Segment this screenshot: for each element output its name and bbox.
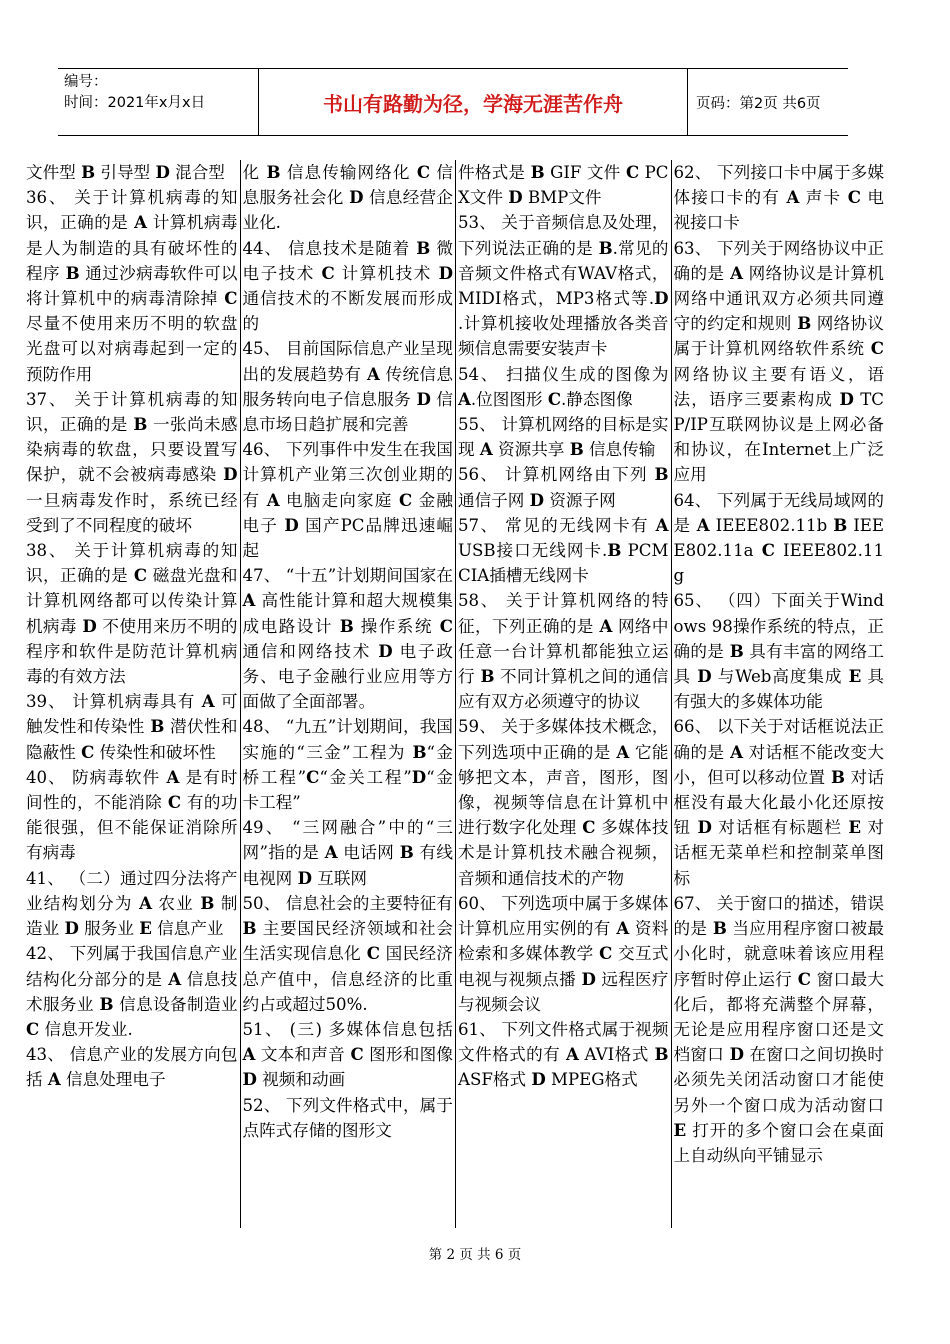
answer-letter: C [81,741,95,762]
question-text: 信息技术服务业 [26,969,238,1014]
answer-letter: D [242,1069,257,1090]
question-text: IEEE802.11g [673,541,885,586]
question-text: 54、 扫描仪生成的图像为 [458,364,669,384]
answer-letter: B [712,918,727,939]
question-text: 信息经营企业化. [242,188,453,233]
question-text: 主要国民经济领域和社会生活实现信息化 [242,919,453,964]
answer-letter: B [569,439,584,460]
answer-letter: A [242,1044,256,1065]
answer-letter: B [65,262,80,283]
answer-letter: A [730,262,743,283]
question-text: 通信技术的不断发展而形成的 [242,289,453,334]
question-item [26,185,238,387]
question-text: 声卡 [799,188,848,208]
question-text: 当应用程序窗口被最小化时，就意味着该应用程序暂时停止运行 [673,919,884,989]
answer-letter: A [655,514,669,535]
question-text: 一旦病毒发作时，系统已经受到了不同程度的破坏 [26,490,238,535]
question-item [458,412,669,462]
answer-letter: A [786,187,800,208]
question-item [243,236,454,337]
question-text: .计算机接收处理播放各类音频信息需要安装声卡 [458,314,669,359]
answer-letter: C [416,162,431,182]
answer-letter: A [616,918,630,939]
column-4 [671,160,887,1228]
question-text: 打开的多个窗口会在桌面上自动纵向平铺显示 [673,1120,884,1165]
question-text: 电子政务、电子金融行业应用等方面做了全面部署。 [242,641,453,712]
question-text: 多媒体技术是计算机技术融合视频，音频和通信技术的产物 [458,818,669,888]
question-text: 文本和声音 [255,1045,351,1065]
question-item [674,714,885,890]
header-page-info: 页码：第2页 共6页 [696,95,821,112]
question-item [243,160,454,236]
question-text: 它能够把文本，声音，图形，图像，视频等信息在计算机中进行数字化处理 [458,742,669,838]
answer-letter: C [797,968,811,989]
question-item [26,160,238,185]
answer-letter: A [47,1069,61,1090]
question-text: IEEE802.11b [709,515,834,535]
question-text: 国产PC品牌迅速崛起 [242,515,454,561]
question-text: 制造业 [26,893,238,939]
question-text: 42、 下列属于我国信息产业结构化分部分的是 [26,944,238,989]
question-text: .常见的音频文件格式有WAV格式，MIDI格式，MP3格式等. [458,238,669,309]
question-text: 潜伏性和隐蔽性 [26,717,238,762]
question-text: 文件型 [26,163,82,182]
answer-letter: D [654,288,669,309]
question-text: “金桥工程” [242,742,453,787]
column-3 [455,160,671,1228]
question-text: 网络中任意一台计算机都能独立运行 [458,616,669,687]
question-text: 网络协议属于计算机网络软件系统 [673,314,884,359]
answer-letter: A [458,388,471,409]
answer-letter: B [242,918,257,939]
question-text: 53、 关于音频信息及处理，下列说法正确的是 [458,213,669,258]
question-text: 国民经济总产值中，信息经济的比重约占或超过50%. [242,944,453,1014]
question-text: 通信和网络技术 [242,641,379,661]
answer-letter: B [833,514,848,535]
answer-letter: B [133,414,148,435]
answer-letter: D [416,388,431,409]
header-meta [58,69,258,135]
question-text: 57、 常见的无线网卡有 [458,515,656,535]
answer-letter: A [166,766,180,787]
question-text: 不使用来历不明的程序和软件是防范计算机病毒的有效方法 [26,616,238,687]
question-item [674,236,885,488]
question-text: 66、 以下关于对话框说法正确的是 [673,717,884,762]
answer-letter: A [599,615,613,636]
question-text: IEEE802.11a [673,515,884,561]
question-text: 62、 下列接口卡中属于多媒体接口卡的有 [673,163,884,208]
question-item [26,538,238,689]
answer-letter: C [366,943,380,964]
answer-letter: D [508,187,523,208]
question-text: 63、 下列关于网络协议中正确的是 [673,238,884,283]
question-text: 信息市场日趋扩展和完善 [242,389,453,435]
question-text: 49、 “三网融合”中的“三网”指的是 [242,818,453,863]
answer-letter: B [729,640,744,661]
question-item [243,1093,454,1143]
answer-letter: C [625,162,640,182]
question-item [458,513,669,589]
question-item [243,563,454,714]
question-text: 资料检索和多媒体教学 [458,919,669,964]
question-text: .位图图形 [470,389,548,409]
answer-letter: B [399,842,414,863]
question-text: 信息开发业. [39,1019,133,1039]
answer-letter: A [479,439,493,460]
question-text: TCP/IP互联网协议是上网必备和协议，在Internet上广泛应用 [673,389,884,485]
answer-letter: D [155,162,170,182]
answer-letter: C [870,338,884,359]
question-text: 对话框没有最大化最小化还原按钮 [673,767,884,838]
answer-letter: B [830,766,845,787]
question-item [26,689,238,765]
answer-letter: C [761,540,775,561]
question-text: ASF格式 [458,1070,532,1090]
question-text: 传染性和破坏性 [94,742,216,762]
question-text: 51、 (三) 多媒体信息包括 [242,1019,453,1039]
answer-letter: E [848,817,862,838]
question-text: 信息服务社会化 [242,163,453,208]
answer-letter: D [839,388,854,409]
question-item [674,160,885,236]
answer-letter: A [242,590,256,611]
header-number-label: 编号： [64,74,108,90]
question-item [458,1017,669,1093]
question-text: 信息传输 [583,440,656,460]
question-text: 60、 下列选项中属于多媒体计算机应用实例的有 [458,893,669,939]
answer-letter: D [697,817,712,838]
question-text: 38、 关于计算机病毒的知识，正确的是 [26,541,238,586]
question-item [674,488,885,589]
header-motto: 书山有路勤为径，学海无涯苦作舟 [258,69,688,135]
question-text: 微电子技术 [242,238,453,283]
answer-letter: B [654,464,669,485]
answer-letter: B [598,237,613,258]
question-text: 远程医疗与视频会议 [458,969,669,1014]
question-text: 65、 （四）下面关于Windows 98操作系统的特点，正确的是 [673,591,884,661]
question-text: 45、 目前国际信息产业呈现出的发展趋势有 [242,339,453,384]
answer-letter: B [81,162,96,182]
question-text: 有的功能很强，但不能保证消除所有病毒 [26,793,238,863]
question-columns [24,160,886,1228]
question-text: 资源子网 [544,490,616,510]
question-item [674,891,885,1168]
page-footer: 第 2 页 共 6 页 [428,1247,522,1263]
question-text: 尽量不使用来历不明的软盘光盘可以对病毒起到一定的预防作用 [26,314,238,384]
question-text: 通过沙病毒软件可以将计算机中的病毒清除掉 [26,263,238,309]
question-text: 图形和图像 [363,1045,453,1065]
answer-letter: B [530,162,545,182]
answer-letter: C [167,792,182,813]
question-text: 信息处理电子 [60,1070,166,1090]
question-text: “金卡工程” [242,767,454,813]
question-text: 具有强大的多媒体功能 [673,667,884,712]
question-text: 具有丰富的网络工具 [673,641,884,687]
question-text: 磁盘光盘和计算机网络都可以传染计算机病毒 [26,566,238,636]
answer-letter: A [366,363,380,384]
answer-letter: D [297,867,312,888]
column-2 [240,160,456,1228]
answer-letter: D [581,968,596,989]
question-text: PCX文件 [458,163,669,208]
answer-letter: B [412,741,427,762]
answer-letter: A [324,842,338,863]
answer-letter: B [416,237,431,258]
question-text: 互联网 [311,868,368,888]
answer-letter: D [697,666,712,687]
answer-letter: D [223,464,238,485]
question-text: 计算机病毒是人为制造的具有破坏性的程序 [26,213,238,283]
answer-letter: C [439,615,453,636]
question-item [243,336,454,437]
question-text: 61、 下列文件格式属于视频文件格式的有 [458,1019,669,1065]
question-text: .静态图像 [561,389,633,409]
question-text: 化 [242,163,267,182]
question-item [458,588,669,714]
answer-letter: B [480,666,495,687]
answer-letter: A [616,741,630,762]
question-text: 资源共享 [492,440,570,460]
question-text: 36、 关于计算机病毒的知识，正确的是 [26,188,238,233]
answer-letter: B [200,892,215,913]
question-text: “金关工程” [319,767,412,787]
question-text: GIF 文件 [544,163,626,182]
answer-letter: D [349,187,364,208]
answer-letter: C [306,766,320,787]
question-item [458,210,669,361]
question-item [26,1042,238,1092]
question-text: 信息设备制造业 [113,994,238,1014]
question-text: 电脑走向家庭 [279,490,399,510]
question-item [26,866,238,942]
question-text: 网络协议主要有语义，语法，语序三要素构成 [673,364,884,409]
question-text: 58、 关于计算机网络的特征，下列正确的是 [458,591,669,636]
answer-letter: A [730,741,743,762]
question-item [458,160,669,210]
answer-letter: A [565,1044,579,1065]
question-text: 与Web高度集成 [711,667,849,687]
question-item [243,891,454,1017]
answer-letter: C [547,388,562,409]
question-item [674,588,885,714]
answer-letter: C [133,565,148,586]
question-text: 对话框不能改变大小，但可以移动位置 [673,742,884,787]
answer-letter: B [266,162,281,182]
question-text: 是有时间性的，不能消除 [26,767,238,813]
question-item [243,714,454,815]
question-text: 47、 “十五”计划期间国家在 [242,566,453,586]
answer-letter: B [150,716,165,737]
answer-letter: E [848,666,862,687]
column-1 [24,160,240,1228]
question-text: 56、 计算机网络由下列 [458,465,655,485]
question-text: 通信子网 [458,490,530,510]
answer-letter: A [201,691,215,712]
answer-letter: B [339,615,354,636]
question-item [243,815,454,891]
answer-letter: D [64,918,79,939]
question-text: 电视接口卡 [673,188,884,233]
answer-letter: B [654,1044,669,1065]
answer-letter: E [673,1119,687,1140]
question-text: 67、 关于窗口的描述，错误的是 [673,893,884,939]
question-text: 一张尚未感染病毒的软盘，只要设置写保护，就不会被病毒感染 [26,415,238,485]
answer-letter: D [284,514,299,535]
question-text: 可触发性和传染性 [26,692,238,737]
answer-letter: C [398,489,413,510]
question-text: 交互式电视与视频点播 [458,944,669,989]
answer-letter: A [139,892,152,913]
question-text: 在窗口之间切换时必须先关闭活动窗口才能使另外一个窗口成为活动窗口 [673,1045,884,1115]
question-text: 52、 下列文件格式中，属于点阵式存储的图形文 [242,1095,453,1140]
question-text: 金融电子 [242,490,453,535]
question-text: 窗口最大化后，都将充满整个屏幕，无论是应用程序窗口还是文档窗口 [673,969,884,1065]
question-text: 48、 “九五”计划期间，我国实施的“三金”工程为 [242,717,453,762]
answer-letter: D [82,615,97,636]
question-item [26,387,238,538]
answer-letter: D [378,640,393,661]
question-text: BMP文件 [522,188,602,208]
answer-letter: A [266,489,280,510]
question-text: 44、 信息技术是随着 [242,238,417,258]
question-text: 农业 [151,893,201,913]
answer-letter: D [729,1044,744,1065]
question-text: 50、 信息社会的主要特征有 [242,893,453,913]
answer-letter: C [847,187,861,208]
question-text: 对话框无菜单栏和控制菜单图标 [673,818,884,888]
question-text: 59、 关于多媒体技术概念，下列选项中正确的是 [458,717,669,762]
question-text: 40、 防病毒软件 [26,767,167,787]
question-text: 操作系统 [353,616,440,636]
question-text: MPEG格式 [545,1070,638,1090]
question-text: 对话框有标题栏 [711,818,849,838]
answer-letter: D [411,766,427,787]
answer-letter: C [582,817,596,838]
question-text: 高性能计算和超大规模集成电路设计 [242,591,453,636]
question-item [458,362,669,412]
answer-letter: A [134,212,147,233]
question-text: 有线电视网 [242,843,453,888]
question-text: 43、 信息产业的发展方向包括 [26,1045,238,1090]
answer-letter: C [350,1044,364,1065]
question-text: 电话网 [337,843,400,863]
question-item [458,714,669,890]
question-text: 37、 关于计算机病毒的知识，正确的是 [26,389,238,435]
question-text: 39、 计算机病毒具有 [26,692,202,712]
question-text: 视频和动画 [256,1070,346,1090]
question-text: 计算机技术 [334,263,439,283]
question-text: 信息传输网络化 [280,163,417,182]
question-item [26,765,238,866]
answer-letter: C [321,262,335,283]
answer-letter: C [26,1018,40,1039]
header-time-label: 时间：2021年x月x日 [64,95,206,111]
question-text: 网络协议是计算机网络中通讯双方必须共同遵守的约定和规则 [673,263,884,334]
question-text: 信息产业 [151,919,224,939]
question-text: 不同计算机之间的通信应有双方必须遵守的协议 [458,667,669,712]
answer-letter: E [139,918,152,939]
answer-letter: B [99,993,114,1014]
answer-letter: B [607,540,622,561]
answer-letter: A [696,514,710,535]
question-text: AVI格式 [578,1045,655,1065]
question-text: 引导型 [95,163,156,182]
question-text: 服务业 [78,919,140,939]
question-text: 55、 计算机网络的目标是实现 [458,415,669,460]
question-text: USB接口无线网卡. [458,541,608,561]
question-item [26,941,238,1042]
answer-letter: D [531,1069,546,1090]
page-header [58,68,848,136]
question-text: 46、 下列事件中发生在我国计算机产业第三次创业期的有 [242,440,453,510]
question-text: 件格式是 [458,163,531,182]
question-item [243,437,454,563]
question-text: 41、 （二）通过四分法将产业结构划分为 [26,868,238,913]
question-text: 混合型 [169,163,225,182]
answer-letter: A [168,968,182,989]
question-item [458,891,669,1017]
question-item [458,462,669,512]
question-text: PCMCIA插槽无线网卡 [458,541,669,586]
answer-letter: D [529,489,545,510]
answer-letter: C [599,943,613,964]
question-item [243,1017,454,1093]
question-text: 64、 下列属于无线局域网的是 [673,490,884,535]
answer-letter: D [438,262,453,283]
question-text: 传统信息服务转向电子信息服务 [242,364,453,409]
answer-letter: C [224,288,238,309]
answer-letter: B [797,313,812,334]
